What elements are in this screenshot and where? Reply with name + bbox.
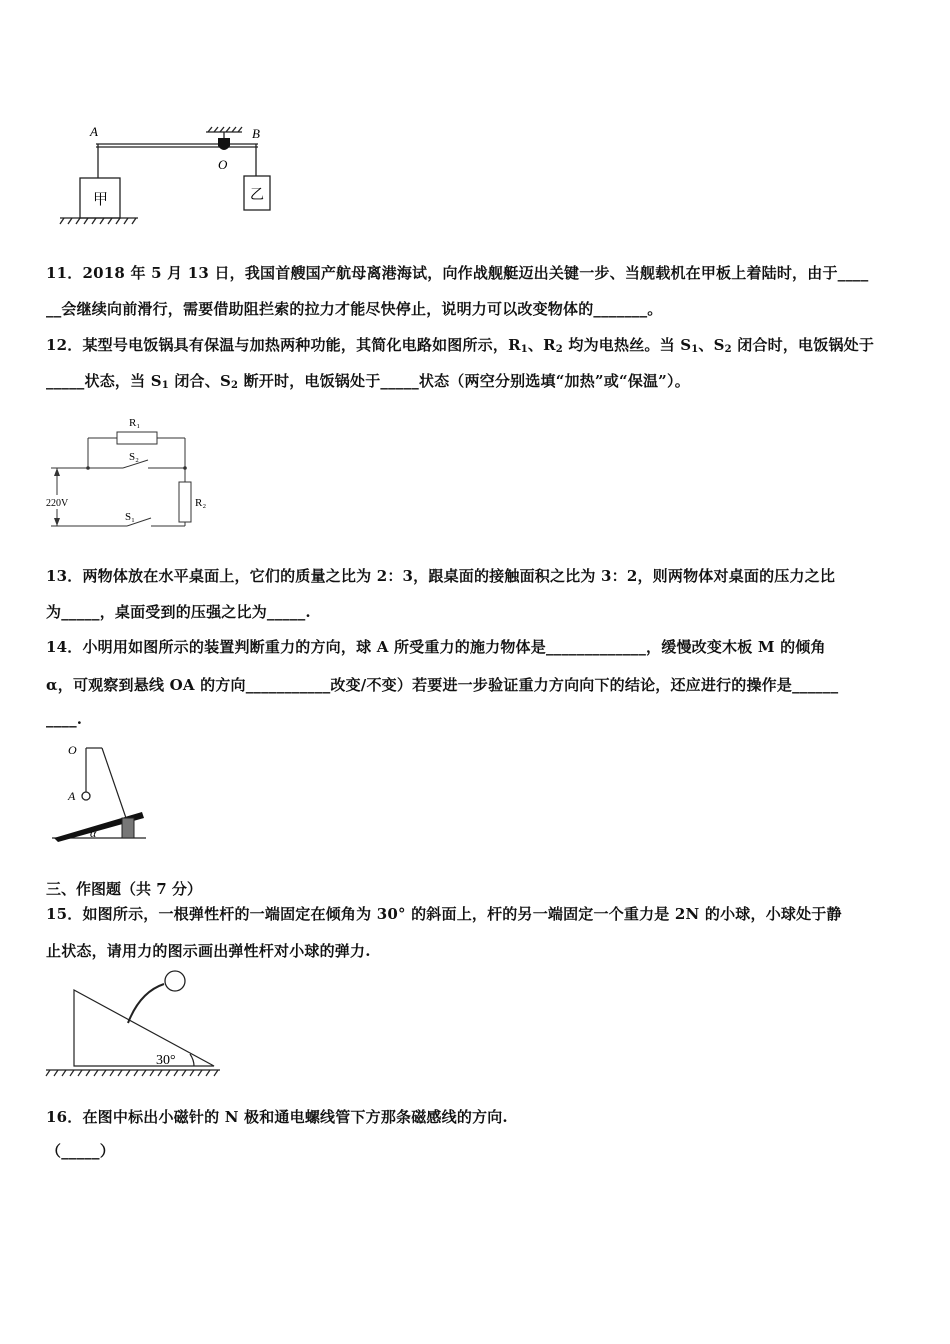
q14-line-3: ____. — [46, 710, 83, 728]
label-voltage: 220V — [46, 498, 69, 509]
q12-line-2: _____状态，当 $S_1$ 闭合、$S_2$ 断开时，电饭锅处于_____状态（两空分别选填“加热”或“保温”）。 — [46, 372, 690, 391]
plumb-figure — [50, 738, 180, 848]
q14-line-2: α，可观察到悬线 OA 的方向___________改变/不变）若要进一步验证重力方向向下的结论，还应进行的操作是______ — [46, 676, 839, 694]
label-b: B — [252, 126, 260, 141]
elastic-rod — [128, 984, 164, 1023]
q16-answer-blank: （_____） — [46, 1142, 115, 1160]
label-angle: 30° — [156, 1053, 176, 1068]
label-a: A — [90, 124, 98, 139]
incline-figure — [44, 968, 234, 1078]
q15-line-2: 止状态，请用力的图示画出弹性杆对小球的弹力. — [46, 942, 371, 960]
label-s1: S₁ — [125, 511, 135, 523]
angle-arc — [190, 1054, 194, 1066]
lever-figure — [58, 122, 298, 232]
label-r1: R₁ — [129, 417, 141, 429]
ground-hatch — [46, 1070, 218, 1076]
q11-line-2: __会继续向前滑行，需要借助阻拦索的拉力才能尽快停止，说明力可以改变物体的_______。 — [46, 300, 663, 318]
stand-pole — [102, 748, 126, 818]
q15-line-1: 15．如图所示，一根弹性杆的一端固定在倾角为 30° 的斜面上，杆的另一端固定一个重力是 2N 的小球，小球处于静 — [46, 905, 842, 923]
box-jia-label: 甲 — [93, 192, 109, 208]
q12-line-1: 12．某型号电饭锅具有保温与加热两种功能，其简化电路如图所示，$R_1$、$R_2$ 均为电热丝。当 $S_1$、$S_2$ 闭合时，电饭锅处于 — [46, 336, 875, 355]
label-o: O — [68, 743, 77, 757]
ball — [165, 971, 185, 991]
ground-hatch — [60, 218, 136, 224]
ceiling-hatch — [208, 127, 242, 132]
q11-line-1: 11．2018 年 5 月 13 日，我国首艘国产航母离港海试，向作战舰艇迈出关键一步、当舰载机在甲板上着陆时，由于____ — [46, 264, 869, 282]
label-alpha: α — [90, 826, 97, 840]
ball-a — [82, 792, 90, 800]
label-r2: R₂ — [195, 497, 207, 509]
label-o: O — [218, 157, 228, 172]
resistor-r1 — [117, 432, 157, 444]
pivot-o — [218, 138, 230, 150]
q13-line-1: 13．两物体放在水平桌面上，它们的质量之比为 2：3，跟桌面的接触面积之比为 3：2，则两物体对桌面的压力之比 — [46, 567, 836, 585]
q14-line-1: 14．小明用如图所示的装置判断重力的方向，球 A 所受重力的施力物体是_____________，缓慢改变木板 M 的倾角 — [46, 638, 826, 656]
incline-triangle — [74, 990, 214, 1066]
support-block — [122, 818, 134, 838]
circuit-figure — [43, 410, 213, 540]
box-yi-label: 乙 — [250, 188, 264, 203]
label-a: A — [68, 789, 76, 803]
label-s2: S₂ — [129, 451, 139, 463]
q16-line-1: 16．在图中标出小磁针的 N 极和通电螺线管下方那条磁感线的方向. — [46, 1108, 508, 1126]
section-title: 三、作图题（共 7 分） — [46, 880, 202, 898]
resistor-r2 — [179, 482, 191, 522]
q13-line-2: 为_____，桌面受到的压强之比为_____. — [46, 603, 311, 621]
